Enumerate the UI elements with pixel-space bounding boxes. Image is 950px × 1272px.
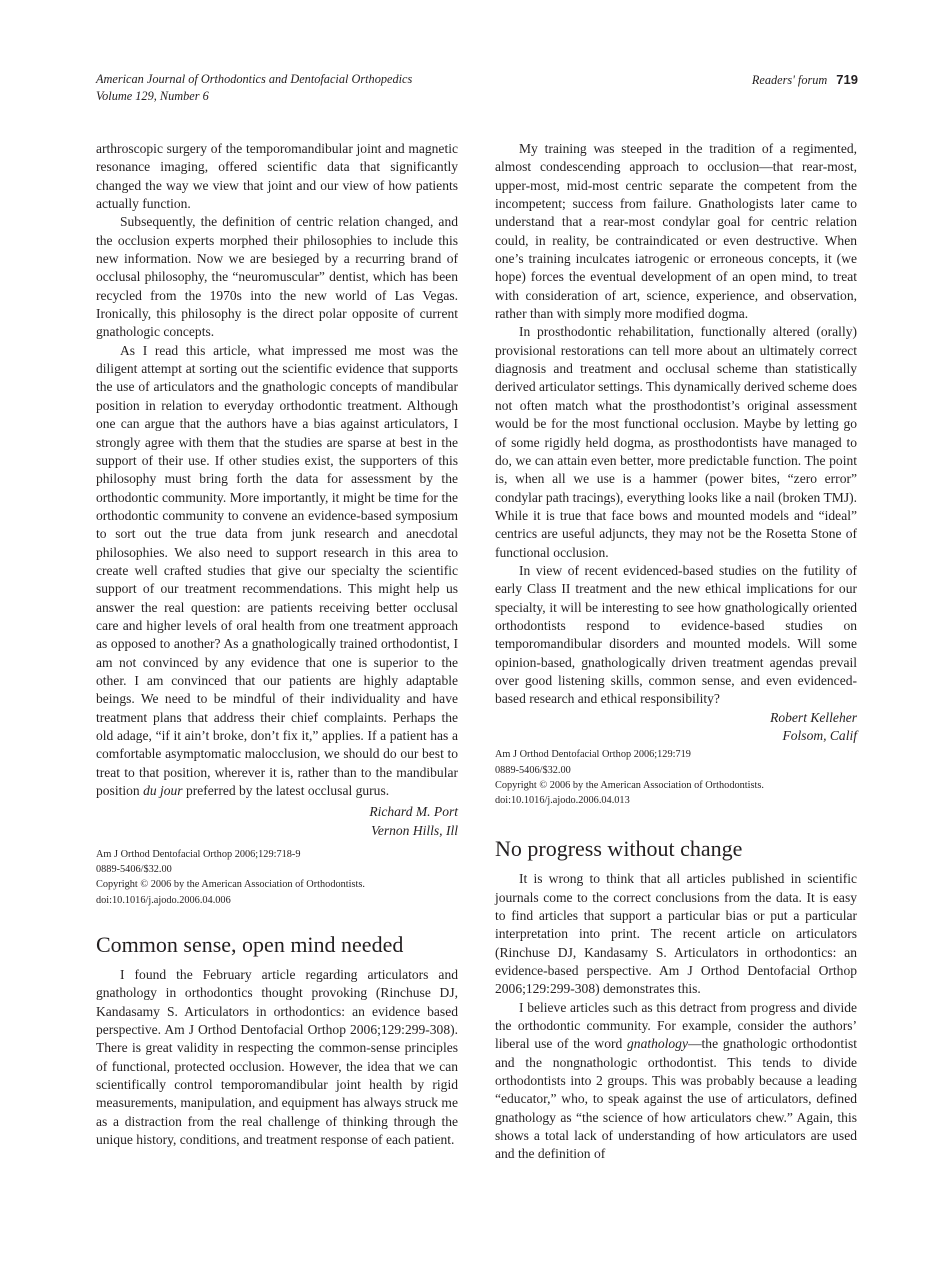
paragraph: In view of recent evidenced-based studies on the futility of early Class II treatment and the new ethical implications for our specialty, it will be interesting to see how gnathologically oriented orthodontists respond to evidence-based studies on temporomandibular disorders and mounted models. Will some opinion-based, gnathologically driven treatment agendas prevail over good listening skills, common sense, and even evidenced-based research and ethical responsibility? (495, 562, 857, 707)
issn: 0889-5406/$32.00 (96, 864, 172, 876)
paragraph-text: As I read this article, what impressed me most was the diligent attempt at sorting out the scientific evidence that supports the use of articulators and the gnathologic concepts of mandibular position in relation to everyday orthodontic treatment. Although one can argue that the authors have a bias against articulators, I strongly agree with them that the studies are sparse at best in the support of their use. If other studies exist, the supporters of this philosophy must bring forth the data for assessment by the orthodontic community. More importantly, it might be time for the orthodontic community to convene an evidence-based symposium to sort out the true data from junk research and anecdotal philosophies. We also need to support research in this area to create well crafted studies that give our specialty the scientific support of our treatment recommendations. This might help us answer the real question: are patients receiving better occlusal care and higher levels of oral health from one treatment approach as opposed to another? As a gnathologically trained orthodontist, I am not convinced by any evidence that one is superior to the other. I am convinced that our patients are highly adaptable beings. We need to be mindful of their individuality and have treatment plans that address their chief complaints. Perhaps the old adage, “if it ain’t broke, don’t fix it,” applies. If a patient has a comfortable asymptomatic malocclusion, we should do our best to treat to that position, wherever it is, rather than to the mandibular position (96, 342, 458, 799)
italic-phrase: du jour (143, 783, 183, 799)
journal-title: American Journal of Orthodontics and Dentofacial Orthopedics (96, 72, 413, 86)
author-location: Vernon Hills, Ill (371, 822, 458, 838)
paragraph: It is wrong to think that all articles published in scientific journals come to the correct conclusions from the data. It is easy to find articles that support a particular bias or put a particular interpretation into print. The recent article on articulators (Rinchuse DJ, Kandasamy S. Articulators in orthodontics: an evidence-based perspective. Am J Orthod Dentofacial Orthop 2006;129:299-308) demonstrates this. (495, 871, 857, 997)
author-name: Richard M. Port (369, 804, 458, 820)
copyright: Copyright © 2006 by the American Association of Orthodontists. (96, 879, 365, 891)
doi: doi:10.1016/j.ajodo.2006.04.006 (96, 894, 231, 906)
journal-volume: Volume 129, Number 6 (96, 89, 209, 103)
article-metadata (96, 847, 458, 908)
paragraph-text: —the gnathologic orthodontist and the nongnathologic orthodontist. This tends to divide orthodontists into 2 groups. This was probably because a leading “educator,” who, to speak against the use of articulators, defined gnathology as “the science of how articulators chew.” Again, this shows a total lack of understanding of how articulators are used and the definition of (495, 1036, 857, 1162)
article-title: Common sense, open mind needed (96, 931, 404, 957)
section-info (752, 71, 858, 89)
copyright: Copyright © 2006 by the American Association of Orthodontists. (495, 779, 764, 791)
signature (495, 709, 857, 746)
article-metadata (495, 747, 857, 808)
paragraph-text: I believe articles such as this detract from progress and divide the orthodontic community. For example, consider the authors’ liberal use of the word (495, 999, 857, 1052)
paragraph: Subsequently, the definition of centric relation changed, and the occlusion experts morphed their philosophies to include this new information. Now we are besieged by a recurring brand of occlusal philosophy, the “neuromuscular” dentist, which has been recycled from the 1970s into the new world of Las Vegas. Ironically, this philosophy is the direct polar opposite of current gnathologic concepts. (96, 214, 458, 340)
right-column (495, 140, 857, 1164)
paragraph: My training was steeped in the tradition of a regimented, almost condescending approach to occlusion—that rear-most, upper-most, mid-most centric separate the competent from the incompetent; success from failure. Gnathologists later came to understand that a rear-most condylar goal for centric relation could, in reality, be contraindicated or even destructive. When one’s training inculcates iatrogenic or erroneous concepts, it (we hope) forces the eventual development of an open mind, to treat with consideration of art, science, experience, and observation, rather than with simply more modified dogma. (495, 141, 857, 322)
citation: Am J Orthod Dentofacial Orthop 2006;129:719 (495, 749, 691, 761)
doi: doi:10.1016/j.ajodo.2006.04.013 (495, 794, 630, 806)
article-title: No progress without change (495, 836, 743, 862)
paragraph (495, 999, 857, 1164)
issn: 0889-5406/$32.00 (495, 764, 571, 776)
author-name: Robert Kelleher (770, 709, 857, 725)
author-location: Folsom, Calif (782, 728, 857, 743)
paragraph: In prosthodontic rehabilitation, functionally altered (orally) provisional restorations can tell more about an ultimately correct diagnosis and treatment and occlusal scheme than statistically derived articulator settings. This dynamically derived scheme does not often match what the prosthodontist’s original assessment would be for the most functional occlusion. Maybe by letting go of some rigidly held dogma, as prosthodontists have managed to do, we can attain even better, more predictable function. The point is, when all we use is a hammer (power bites, “zero error” condylar path tracings), everything looks like a nail (broken TMJ). While it is true that face bows and mounted models and “ideal” centrics are useful adjuncts, they may not be the Rosetta Stone of functional occlusion. (495, 324, 857, 560)
paragraph: I found the February article regarding articulators and gnathology in orthodontics thought provoking (Rinchuse DJ, Kandasamy S. Articulators in orthodontics: an evidence based perspective. Am J Orthod Dentofacial Orthop 2006;129:299-308). There is great validity in respecting the common-sense principles of functional, protected occlusion. However, the idea that we can scientifically control temporomandibular joint health by rigid measurements, manipulation, and equipment has always struck me as a distraction from the real challenge of thinking through the unique history, conditions, and treatment response of each patient. (96, 966, 458, 1147)
signature (96, 803, 458, 840)
citation: Am J Orthod Dentofacial Orthop 2006;129:718-9 (96, 849, 301, 861)
page-number: 719 (836, 72, 858, 87)
journal-info (96, 71, 412, 105)
paragraph-closing: preferred by the latest occlusal gurus. (182, 783, 390, 799)
italic-term: gnathology (627, 1036, 688, 1052)
section-name: Readers' forum (751, 73, 828, 87)
paragraph: arthroscopic surgery of the temporomandibular joint and magnetic resonance imaging, offered scientific data that significantly changed the way we view that joint and our view of how patients actually function. (96, 141, 458, 212)
paragraph (96, 342, 458, 801)
left-column (96, 140, 458, 1149)
